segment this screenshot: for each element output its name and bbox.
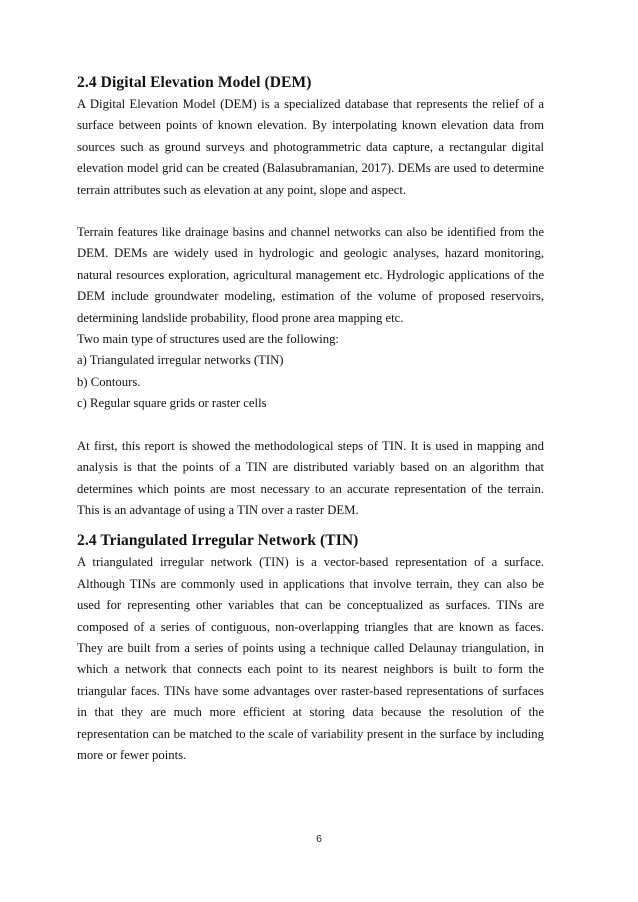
structures-list-intro: Two main type of structures used are the following: [77,332,339,347]
page-content [77,72,544,766]
structures-list-item-grids: c) Regular square grids or raster cells [77,396,267,411]
structures-list-item-contours: b) Contours. [77,374,141,389]
dem-paragraph-2: Terrain features like drainage basins and channel networks can also be identified from the DEM. DEMs are widely used in hydrologic and geologic analyses, hazard monitoring, natural resources exploration, agricultural management etc. Hydrologic applications of the DEM include groundwater modeling, estimation of the volume of proposed reservoirs, determining landslide probability, flood prone area mapping etc. [77,225,544,325]
structures-list-item-tin: a) Triangulated irregular networks (TIN) [77,353,284,368]
dem-paragraph-1: A Digital Elevation Model (DEM) is a specialized database that represents the relief of a surface between points of known elevation. By interpolating known elevation data from sources such as ground surveys and photogrammetric data capture, a rectangular digital elevation model grid can be created (Balasubramanian, 2017). DEMs are used to determine terrain attributes such as elevation at any point, slope and aspect. [77,97,544,197]
dem-section-heading: 2.4 Digital Elevation Model (DEM) [77,74,312,91]
tin-section-heading: 2.4 Triangulated Irregular Network (TIN) [77,532,359,550]
page-number: 6 [316,833,322,845]
tin-paragraph-1: A triangulated irregular network (TIN) is a vector-based representation of a surface. Although TINs are commonly used in applications that involve terrain, they can also be used for representing other variables that can be conceptualized as surfaces. TINs are composed of a series of contiguous, non-overlapping triangles that are known as faces. They are built from a series of points using a technique called Delaunay triangulation, in which a network that connects each point to its nearest neighbors is built to form the triangular faces. TINs have some advantages over raster-based representations of surfaces in that they are much more efficient at storing data because the resolution of the representation can be matched to the scale of variability present in the surface by including more or fewer points. [77,555,544,762]
dem-paragraph-3: At first, this report is showed the methodological steps of TIN. It is used in mapping and analysis is that the points of a TIN are distributed variably based on an algorithm that determines which points are most necessary to an accurate representation of the terrain. This is an advantage of using a TIN over a raster DEM. [77,438,544,517]
